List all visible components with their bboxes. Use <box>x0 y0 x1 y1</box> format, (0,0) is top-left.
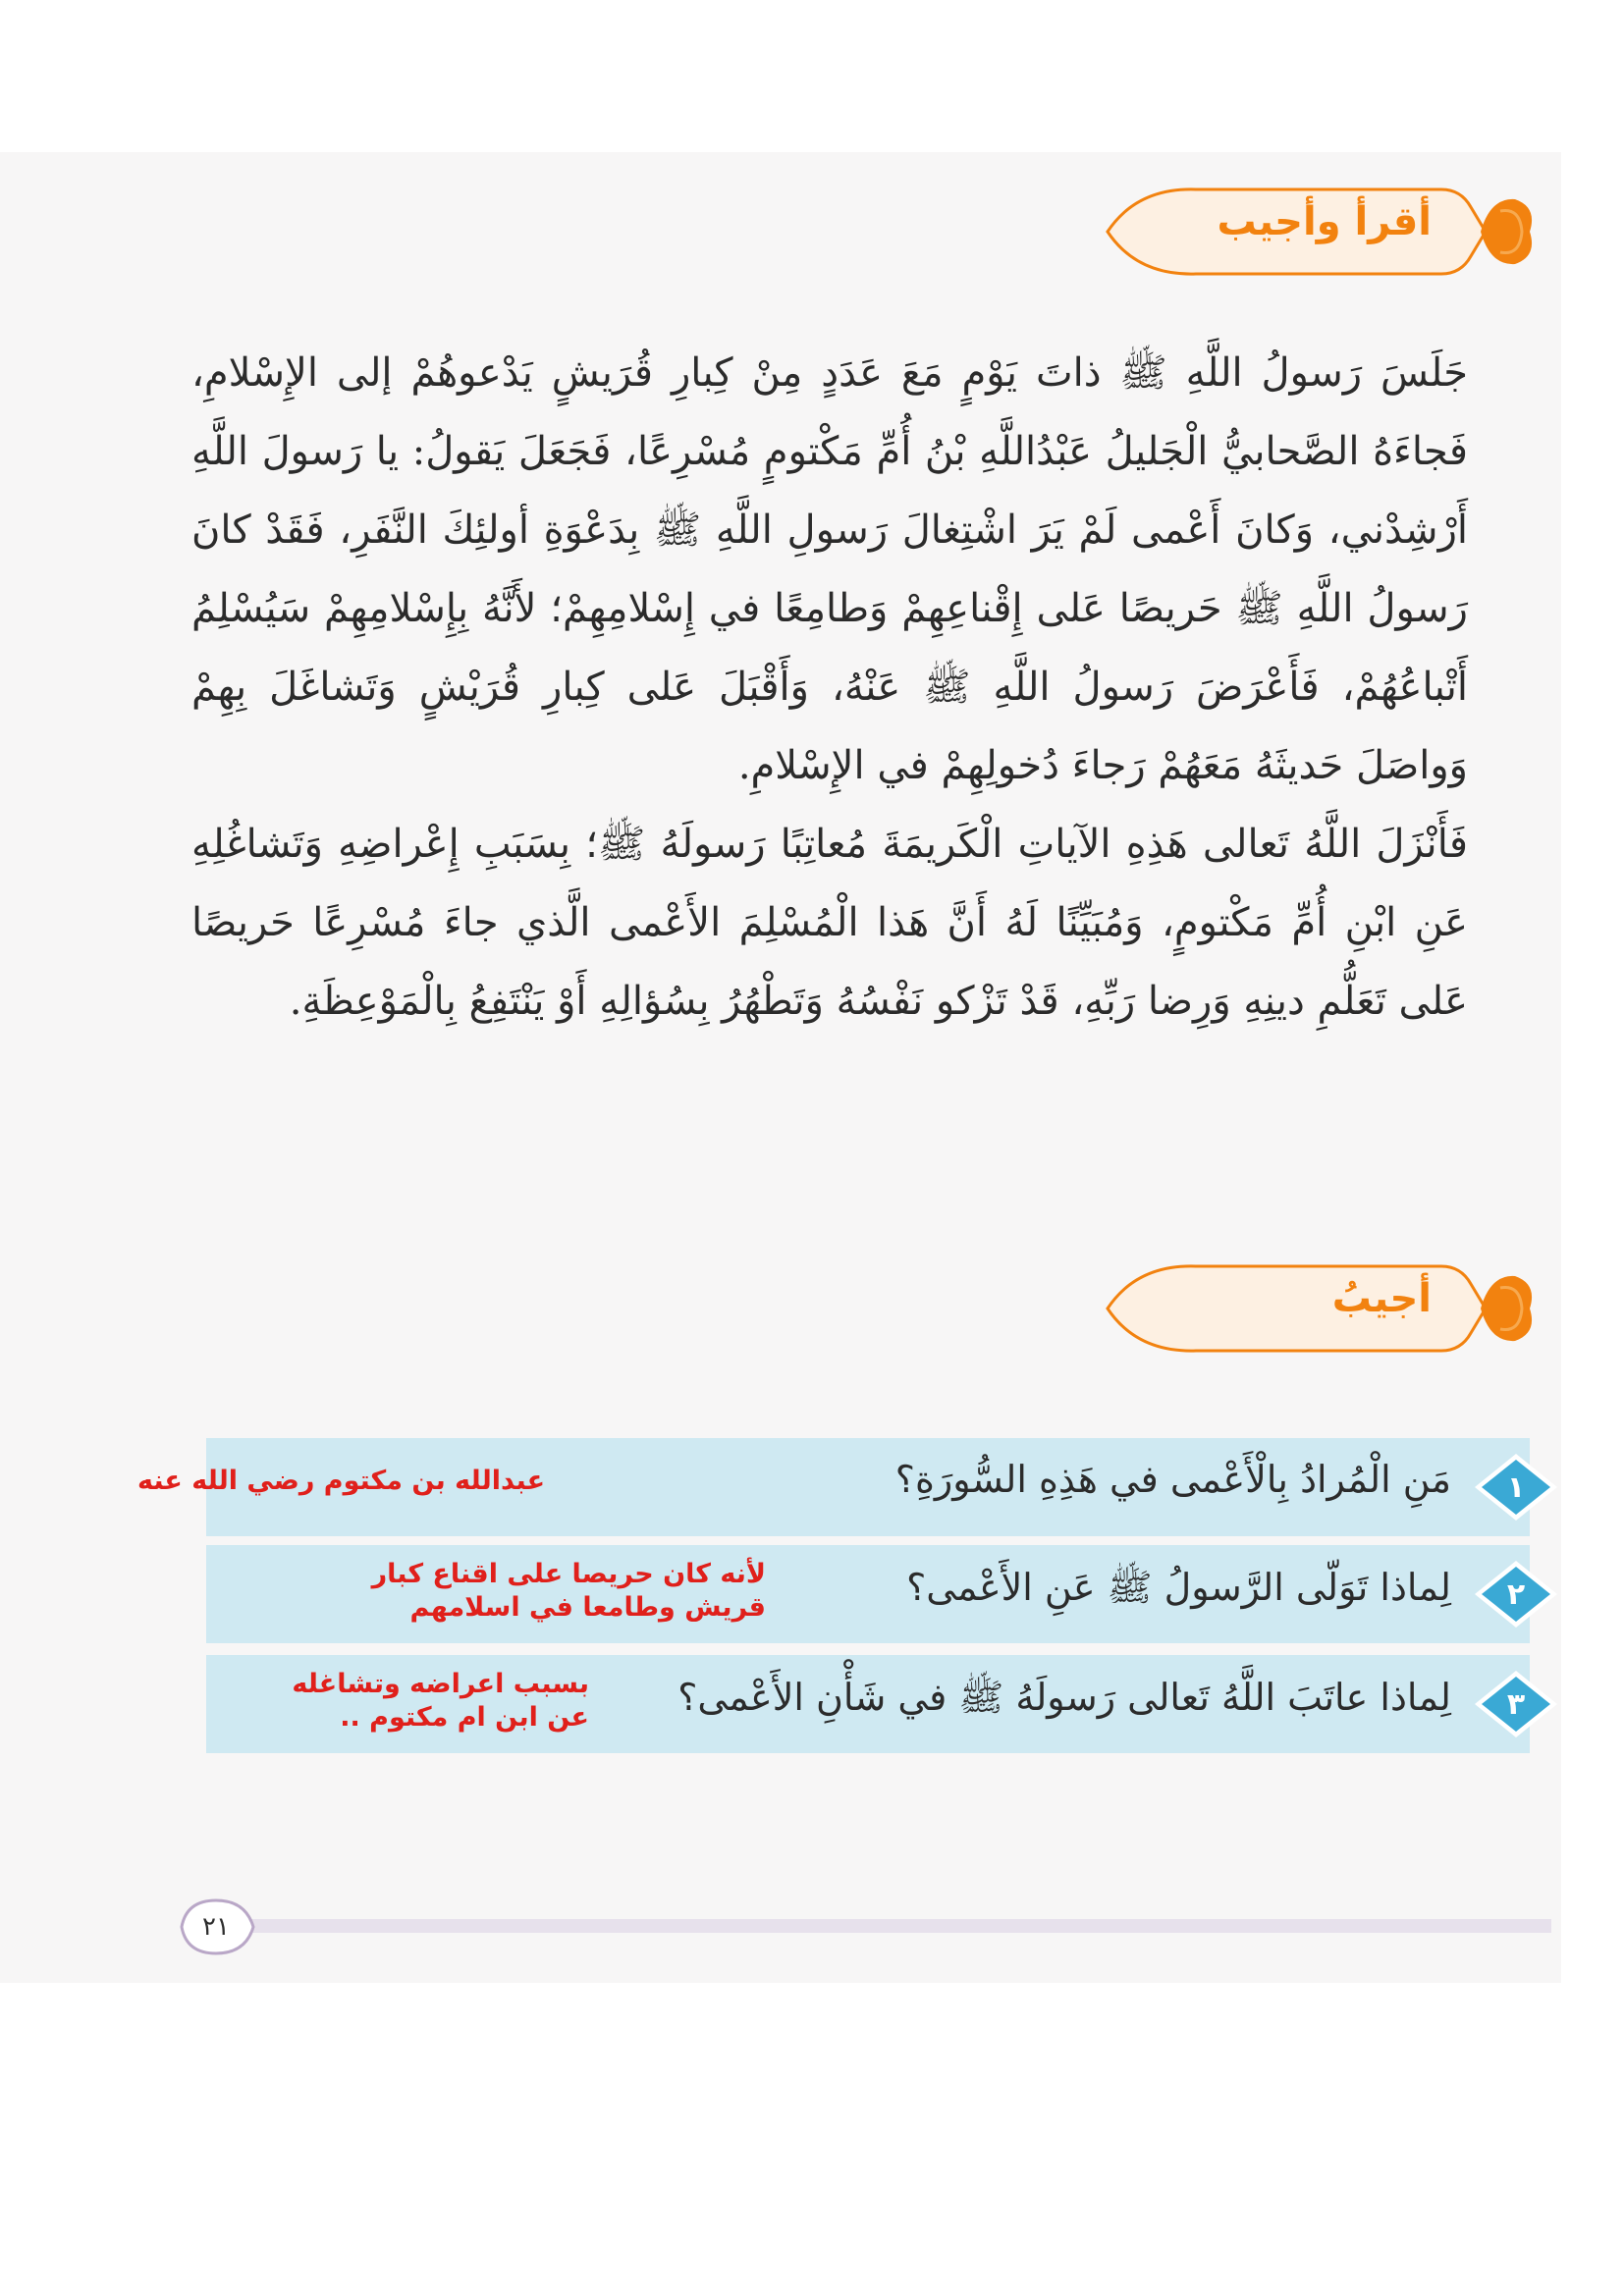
question-number: ١ <box>1506 1469 1526 1505</box>
page-number: ٢١ <box>202 1912 230 1942</box>
section-banner-read-answer <box>1068 178 1540 286</box>
section-banner-answer <box>1068 1255 1540 1362</box>
section-title: أقرأ وأجيب <box>1217 199 1432 244</box>
question-number-badge <box>1473 1559 1559 1629</box>
question-text: لِماذا عاتَبَ اللَّهُ تَعالى رَسولَهُ ﷺ في شَأْنِ الأَعْمى؟ <box>677 1676 1451 1719</box>
question-text: مَنِ الْمُرادُ بِالْأَعْمى في هَذِهِ السُّورَةِ؟ <box>894 1458 1451 1501</box>
handwritten-answer-1: عبدالله بن مكتوم رضي الله عنه <box>137 1466 546 1496</box>
reading-passage <box>191 334 1468 1041</box>
footer-divider <box>226 1919 1551 1933</box>
handwritten-answer-3: بسبب اعراضه وتشاغله عن ابن ام مكتوم .. <box>292 1669 589 1733</box>
section-title: أجيبُ <box>1331 1276 1432 1321</box>
page-number-badge <box>167 1893 265 1961</box>
question-number: ٢ <box>1506 1576 1526 1612</box>
reading-paragraph-2: فَأَنْزَلَ اللَّهُ تَعالى هَذِهِ الآياتِ الْكَريمَةَ مُعاتِبًا رَسولَهُ ﷺ؛ بِسَبَبِ إِعْراضِهِ وَتَشاغُلِهِ عَنِ ابْنِ أُمِّ مَكْتومٍ، وَمُبَيِّنًا لَهُ أَنَّ هَذا الْمُسْلِمَ الأَعْمى الَّذي جاءَ مُسْرِعًا حَريصًا عَلى تَعَلُّمِ دينِهِ وَرِضا رَبِّهِ، قَدْ تَزْكو نَفْسُهُ وَتَطْهُرُ بِسُؤالِهِ أَوْ يَنْتَفِعُ بِالْمَوْعِظَةِ. <box>191 822 1468 1024</box>
banner-frame-icon <box>1068 1255 1540 1362</box>
question-number-badge <box>1473 1669 1559 1739</box>
handwritten-answer-2: لأنه كان حريصا على اقناع كبار قريش وطامعا في اسلامهم <box>371 1559 766 1623</box>
reading-paragraph-1: جَلَسَ رَسولُ اللَّهِ ﷺ ذاتَ يَوْمٍ مَعَ عَدَدٍ مِنْ كِبارِ قُرَيشٍ يَدْعوهُمْ إلى الإِسْلامِ، فَجاءَهُ الصَّحابيُّ الْجَليلُ عَبْدُاللَّهِ بْنُ أُمِّ مَكْتومٍ مُسْرِعًا، فَجَعَلَ يَقولُ: يا رَسولَ اللَّهِ أَرْشِدْني، وَكانَ أَعْمى لَمْ يَرَ اشْتِغالَ رَسولِ اللَّهِ ﷺ بِدَعْوَةِ أولئِكَ النَّفَرِ، فَقَدْ كانَ رَسولُ اللَّهِ ﷺ حَريصًا عَلى إِقْناعِهِمْ وَطامِعًا في إِسْلامِهِمْ؛ لأَنَّهُ بِإِسْلامِهِمْ سَيُسْلِمُ أَتْباعُهُمْ، فَأَعْرَضَ رَسولُ اللَّهِ ﷺ عَنْهُ، وَأَقْبَلَ عَلى كِبارِ قُرَيْشٍ وَتَشاغَلَ بِهِمْ وَواصَلَ حَديثَهُ مَعَهُمْ رَجاءَ دُخولِهِمْ في الإِسْلامِ. <box>191 350 1468 788</box>
question-text: لِماذا تَوَلّى الرَّسولُ ﷺ عَنِ الأَعْمى؟ <box>906 1566 1451 1609</box>
question-number-badge <box>1473 1452 1559 1522</box>
question-number: ٣ <box>1506 1686 1526 1722</box>
